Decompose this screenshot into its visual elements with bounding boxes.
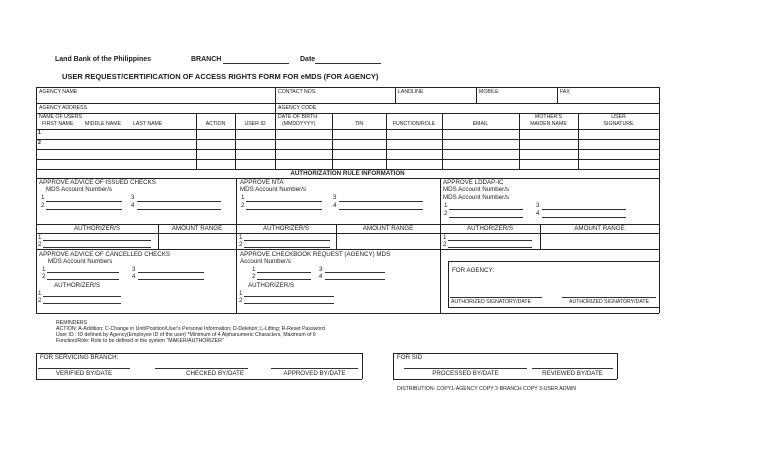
checkbook-auth-num-2: 2 [239, 297, 243, 304]
nta-authorizer-field-2[interactable] [244, 247, 330, 248]
bank-name: Land Bank of the Philippines [55, 56, 152, 63]
user-id-header: USER ID [244, 121, 266, 127]
last-name-header: LAST NAME [133, 121, 163, 127]
authorized-signatory-label-1: AUTHORIZED SIGNATORY/DATE [451, 299, 532, 305]
authorized-signatory-label-2: AUTHORIZED SIGNATORY/DATE [569, 299, 650, 305]
issued-account-field-2[interactable] [46, 209, 122, 210]
reminders-user-id: User ID : ID defined by Agency(Employee ID of the user) *Minimum of 4 Alphanumeric Characters, Maximum of 6 [56, 332, 316, 338]
cancelled-checks-label: APPROVE ADVICE OF CANCELLED CHECKS [39, 251, 171, 258]
agency-address-label: AGENCY ADDRESS [39, 105, 88, 111]
cancelled-auth-num-2: 2 [38, 297, 42, 304]
tin-header: TIN [354, 121, 364, 127]
lddap-account-field-4[interactable] [542, 217, 626, 218]
branch-label: BRANCH [191, 56, 289, 64]
date-field[interactable] [315, 57, 381, 64]
reminders-function-role: Function/Role: Role to be defined in the system "MAKER/AUTHORIZER" [56, 338, 224, 344]
checkbook-authorizers-label: AUTHORIZER/S [248, 282, 295, 289]
processed-label: PROCESSED BY/DATE [432, 370, 499, 377]
issued-checks-mds-label: MDS Account Number/s [46, 186, 113, 193]
nta-num-1: 1 [241, 194, 245, 201]
issued-checks-label: APPROVE ADVICE OF ISSUED CHECKS [39, 179, 156, 186]
issued-auth-num-1: 1 [38, 234, 42, 241]
reminders-action: ACTION: A-Addition; C-Change in Unit/Position/User's Personal Information; D-Deletion; L-Lifting; R-Reset Password [56, 326, 325, 332]
nta-account-field-4[interactable] [339, 209, 423, 210]
cancelled-authorizer-field-1[interactable] [43, 296, 121, 297]
lddap-auth-num-2: 2 [443, 241, 447, 248]
email-header: EMAIL [472, 121, 489, 127]
checkbook-mds-label: Account Number/s [240, 258, 291, 265]
fax-label: FAX [560, 89, 570, 95]
nta-num-3: 3 [333, 194, 337, 201]
maiden-name-header-line2: MAIDEN NAME [530, 121, 567, 127]
nta-auth-num-1: 1 [239, 234, 243, 241]
distribution-note: DISTRIBUTION: COPY1-AGENCY COPY 2-BRANCH COPY 3-USER ADMIN [397, 386, 577, 392]
middle-name-header: MIDDLE NAME [85, 121, 122, 127]
cancelled-num-1: 1 [42, 266, 46, 273]
nta-account-field-3[interactable] [339, 201, 423, 202]
cancelled-mds-label: MDS Account Numbers [48, 258, 113, 265]
issued-authorizer-field-1[interactable] [43, 240, 151, 241]
issued-auth-num-2: 2 [38, 241, 42, 248]
cancelled-num-4: 4 [132, 273, 136, 280]
cancelled-auth-num-1: 1 [38, 290, 42, 297]
servicing-branch-label: FOR SERVICING BRANCH: [40, 354, 119, 361]
contact-nos-label: CONTACT NOS. [278, 89, 317, 95]
signature-header-line2: SIGNATURE [603, 121, 634, 127]
verified-field[interactable] [38, 368, 130, 369]
nta-num-4: 4 [333, 202, 337, 209]
checked-label: CHECKED BY/DATE [186, 370, 244, 377]
lddap-auth-num-1: 1 [443, 234, 447, 241]
date-label: Date [300, 56, 381, 64]
checkbook-num-3: 3 [319, 266, 323, 273]
checkbook-account-field-1[interactable] [257, 272, 311, 273]
issued-account-field-4[interactable] [137, 209, 221, 210]
agency-name-label: AGENCY NAME [39, 89, 78, 95]
for-sid-label: FOR SID [397, 354, 423, 361]
cancelled-authorizers-label: AUTHORIZER/S [54, 282, 101, 289]
nta-authorizer-field-1[interactable] [244, 240, 330, 241]
action-header: ACTION [205, 121, 226, 127]
lddap-amount-range-header: AMOUNT RANGE [574, 225, 625, 232]
processed-field[interactable] [404, 368, 527, 369]
checkbook-num-1: 1 [252, 266, 256, 273]
dob-format-header: (MMDDYYYY) [282, 121, 316, 127]
row-number-1: 1 [38, 130, 41, 136]
agency-signatory-field-1[interactable] [450, 297, 542, 298]
nta-account-field-1[interactable] [246, 201, 322, 202]
cancelled-num-2: 2 [42, 273, 46, 280]
issued-account-field-3[interactable] [137, 201, 221, 202]
signature-header: USER [611, 114, 626, 120]
issued-authorizers-header: AUTHORIZER/S [73, 225, 121, 232]
lddap-authorizer-field-1[interactable] [448, 240, 532, 241]
issued-num-2: 2 [41, 202, 45, 209]
nta-authorizers-header: AUTHORIZER/S [262, 225, 310, 232]
reviewed-field[interactable] [532, 368, 613, 369]
cancelled-authorizer-field-2[interactable] [43, 303, 121, 304]
checkbook-num-4: 4 [319, 273, 323, 280]
branch-field[interactable] [223, 57, 289, 64]
checkbook-label: APPROVE CHECKBOOK REQUEST (AGENCY) MDS [240, 251, 391, 258]
agency-signatory-field-2[interactable] [562, 297, 656, 298]
lddap-mds-label-1: MDS Account Number/s [443, 186, 510, 193]
lddap-authorizer-field-2[interactable] [448, 247, 532, 248]
first-name-header: FIRST NAME [42, 121, 74, 127]
nta-auth-num-2: 2 [239, 241, 243, 248]
approved-label: APPROVED BY/DATE [283, 370, 346, 377]
issued-num-3: 3 [131, 194, 135, 201]
issued-account-field-1[interactable] [46, 201, 122, 202]
lddap-mds-label-2: MDS Account Number/s [443, 194, 510, 201]
checked-field[interactable] [155, 368, 248, 369]
lddap-account-field-3[interactable] [542, 209, 626, 210]
issued-num-4: 4 [131, 202, 135, 209]
reminders-title: REMINDERS [56, 320, 88, 326]
lddap-label: APPROVE LDDAP-IC [443, 179, 504, 186]
dob-header: DATE OF BIRTH [278, 114, 318, 120]
landline-label: LANDLINE [398, 89, 424, 95]
nta-amount-range-header: AMOUNT RANGE [362, 225, 414, 232]
mobile-label: MOBILE [479, 89, 499, 95]
lddap-account-field-1[interactable] [449, 209, 523, 210]
cancelled-account-field-1[interactable] [47, 272, 119, 273]
name-of-users-header: NAME OF USERS [39, 114, 82, 120]
issued-amount-range-header: AMOUNT RANGE [171, 225, 223, 232]
checkbook-authorizer-field-2[interactable] [244, 303, 334, 304]
checkbook-auth-num-1: 1 [239, 290, 243, 297]
lddap-num-2: 2 [444, 210, 448, 217]
issued-authorizer-field-2[interactable] [43, 247, 151, 248]
approved-field[interactable] [271, 368, 358, 369]
for-agency-label: FOR AGENCY: [452, 267, 494, 274]
authorization-title: AUTHORIZATION RULE INFORMATION [290, 170, 405, 177]
reviewed-label: REVIEWED BY/DATE [542, 370, 603, 377]
nta-label: APPROVE NTA [240, 179, 284, 186]
function-role-header: FUNCTION/ROLE [392, 121, 436, 127]
cancelled-account-field-2[interactable] [47, 279, 119, 280]
nta-mds-label: MDS Account Number/s [240, 186, 307, 193]
checkbook-account-field-2[interactable] [257, 279, 311, 280]
form-title: USER REQUEST/CERTIFICATION OF ACCESS RIGHTS FORM FOR eMDS (FOR AGENCY) [62, 72, 379, 81]
lddap-account-field-2[interactable] [449, 217, 523, 218]
verified-label: VERIFIED BY/DATE [55, 370, 113, 377]
maiden-name-header: MOTHER'S [535, 114, 562, 120]
checkbook-authorizer-field-1[interactable] [244, 296, 334, 297]
row-number-2: 2 [38, 140, 41, 146]
cancelled-account-field-3[interactable] [138, 272, 204, 273]
lddap-num-3: 3 [536, 202, 540, 209]
nta-account-field-2[interactable] [246, 209, 322, 210]
checkbook-num-2: 2 [252, 273, 256, 280]
issued-num-1: 1 [41, 194, 45, 201]
agency-code-label: AGENCY CODE [278, 105, 317, 111]
lddap-num-1: 1 [444, 202, 448, 209]
nta-num-2: 2 [241, 202, 245, 209]
lddap-authorizers-header: AUTHORIZER/S [466, 225, 514, 232]
checkbook-account-field-3[interactable] [325, 272, 385, 273]
checkbook-account-field-4[interactable] [325, 279, 385, 280]
cancelled-num-3: 3 [132, 266, 136, 273]
cancelled-account-field-4[interactable] [138, 279, 204, 280]
lddap-num-4: 4 [536, 210, 540, 217]
